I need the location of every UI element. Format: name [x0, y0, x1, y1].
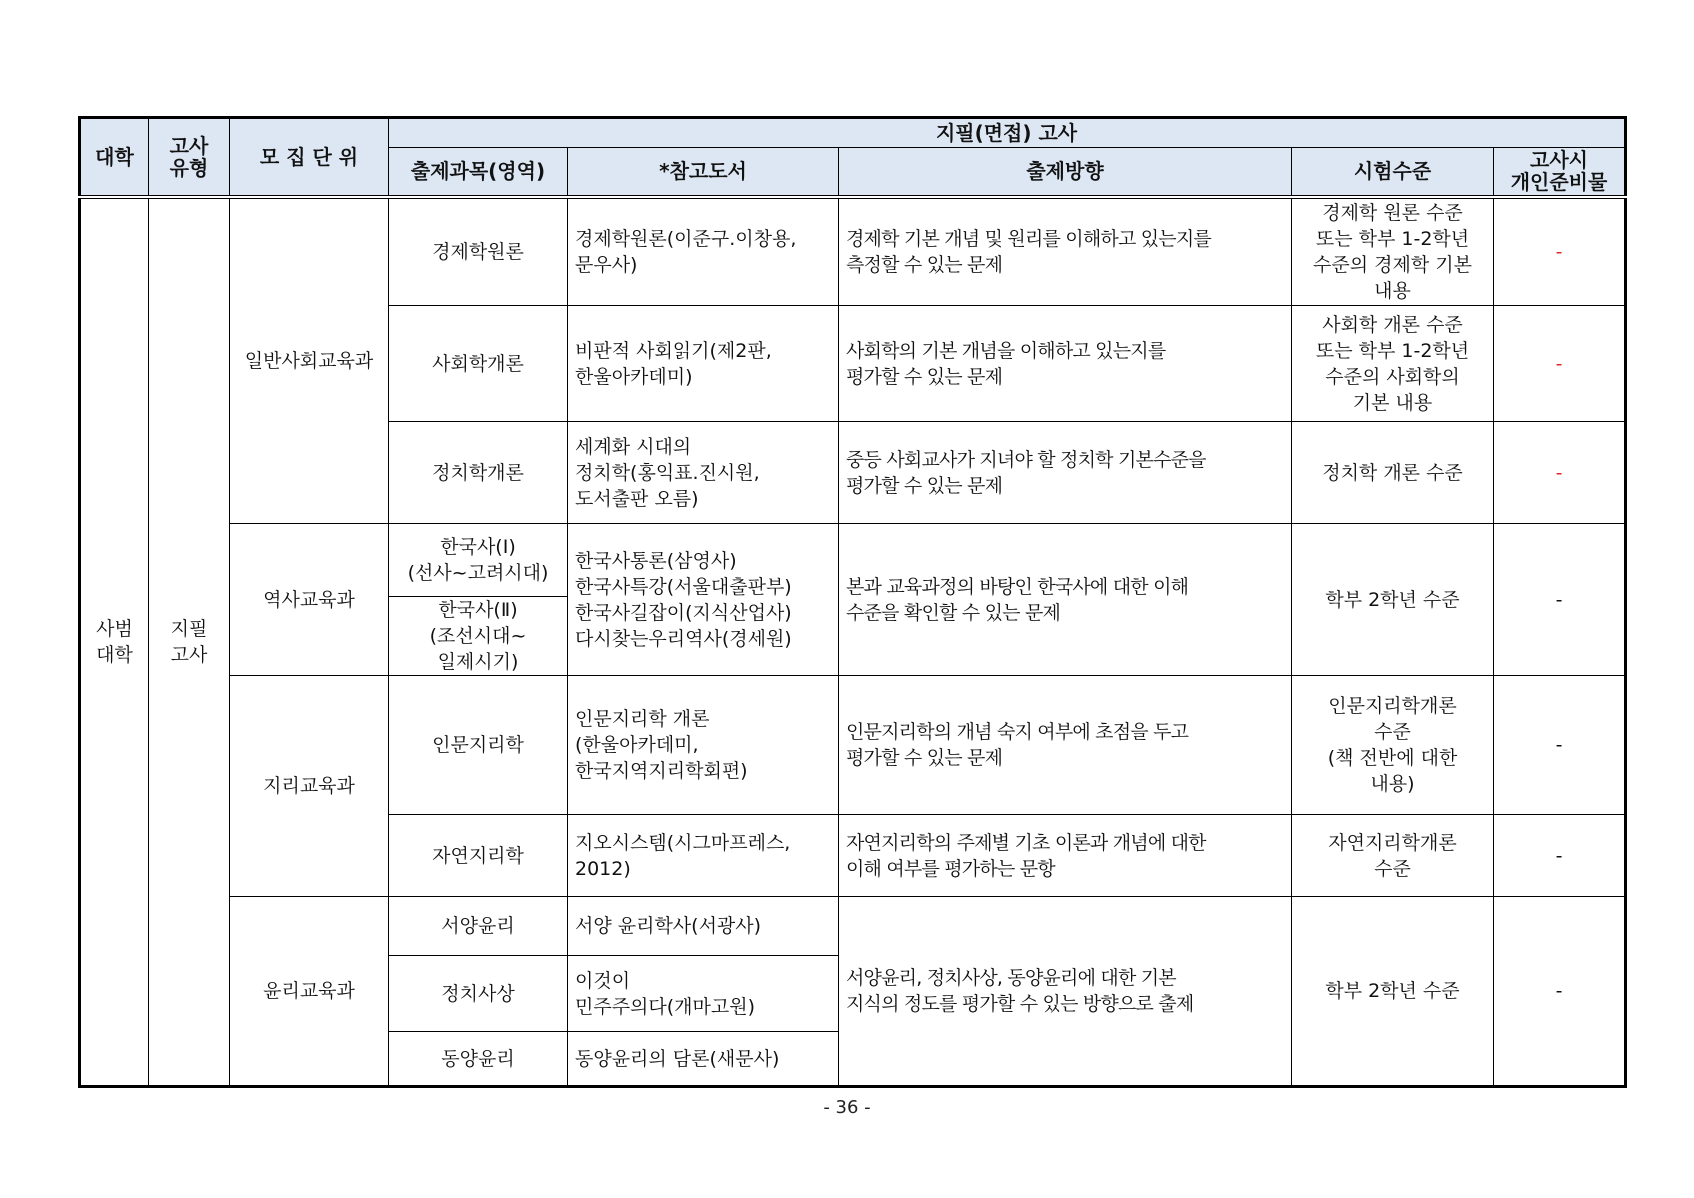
table-row [80, 524, 1626, 597]
direction-line: 중등 사회교사가 지녀야 할 정치학 기본수준을 [846, 448, 1206, 471]
direction-cell [839, 422, 1292, 524]
level-line: (책 전반에 대한 [1327, 747, 1458, 769]
reference-line: 이것이 [575, 969, 631, 992]
subject-line: 일제시기) [437, 651, 519, 673]
level-line: 내용 [1374, 279, 1411, 302]
header-direction-text: 출제방향 [1026, 159, 1104, 184]
exam-type-line: 고사 [170, 643, 208, 666]
reference-line: (한울아카데미, [575, 734, 699, 756]
unit-cell [230, 897, 389, 1087]
materials-cell [1494, 676, 1626, 815]
reference-line: 다시찾는우리역사(경세원) [575, 627, 792, 650]
header-materials-line: 고사시 [1530, 148, 1589, 173]
subject-name: 정치학개론 [432, 461, 524, 484]
reference-cell [568, 956, 839, 1032]
subject-cell [389, 956, 568, 1032]
level-line: 자연지리학개론 [1328, 831, 1457, 854]
subject-name: 자연지리학 [432, 844, 524, 867]
header-materials-line: 개인준비물 [1510, 170, 1608, 195]
direction-line: 본과 교육과정의 바탕인 한국사에 대한 이해 [846, 575, 1189, 598]
subject-cell [389, 422, 568, 524]
subject-cell [389, 676, 568, 815]
subject-name: 서양윤리 [441, 915, 515, 937]
level-line: 사회학 개론 수준 [1322, 313, 1463, 336]
page-number: - 36 - [823, 1097, 871, 1118]
level-line: 경제학 원론 수준 [1322, 201, 1463, 224]
direction-cell [839, 897, 1292, 1087]
table-body [80, 197, 1626, 1087]
direction-cell [839, 676, 1292, 815]
reference-cell [568, 197, 839, 306]
level-cell [1292, 897, 1494, 1087]
level-cell [1292, 197, 1494, 306]
unit-name: 지리교육과 [263, 775, 355, 797]
direction-line: 평가할 수 있는 문제 [846, 365, 1003, 388]
materials-value: - [1555, 352, 1563, 375]
exam-type-cell [149, 197, 230, 1087]
exam-table [78, 116, 1627, 1088]
header-materials [1494, 148, 1626, 197]
reference-cell [568, 422, 839, 524]
reference-line: 한울아카데미) [575, 365, 693, 388]
table-row [80, 197, 1626, 306]
direction-line: 자연지리학의 주제별 기초 이론과 개념에 대한 [846, 831, 1206, 854]
subject-cell [389, 597, 568, 676]
direction-line: 경제학 기본 개념 및 원리를 이해하고 있는지를 [846, 227, 1211, 250]
header-group-text: 지필(면접) 고사 [935, 121, 1078, 145]
level-line: 수준의 경제학 기본 [1313, 253, 1472, 276]
materials-cell [1494, 815, 1626, 897]
unit-name: 역사교육과 [263, 588, 355, 611]
direction-cell [839, 815, 1292, 897]
materials-value: - [1555, 461, 1563, 484]
table-header [80, 118, 1626, 197]
reference-line: 비판적 사회읽기(제2판, [575, 339, 772, 362]
table-row [80, 897, 1626, 956]
direction-line: 인문지리학의 개념 숙지 여부에 초점을 두고 [846, 721, 1189, 743]
level-cell [1292, 422, 1494, 524]
direction-line: 수준을 확인할 수 있는 문제 [846, 601, 1061, 624]
reference-line: 도서출판 오름) [575, 487, 699, 510]
header-level-text: 시험수준 [1353, 159, 1432, 184]
reference-cell [568, 815, 839, 897]
header-exam-type [149, 118, 230, 197]
level-line: 내용) [1370, 773, 1415, 795]
reference-line: 지오시스템(시그마프레스, [575, 831, 791, 854]
level-line: 수준 [1374, 721, 1411, 743]
reference-line: 한국사특강(서울대출판부) [575, 575, 792, 598]
level-cell [1292, 524, 1494, 676]
college-line: 대학 [96, 643, 133, 666]
level-line: 학부 2학년 수준 [1325, 588, 1460, 611]
level-line: 또는 학부 1-2학년 [1315, 339, 1470, 362]
subject-cell [389, 306, 568, 422]
subject-line: (선사~고려시대) [407, 562, 549, 584]
unit-name: 일반사회교육과 [244, 349, 374, 372]
materials-value: - [1555, 844, 1563, 867]
subject-cell [389, 815, 568, 897]
reference-line: 서양 윤리학사(서광사) [575, 915, 762, 937]
header-direction [839, 148, 1292, 197]
direction-line: 서양윤리, 정치사상, 동양윤리에 대한 기본 [846, 967, 1176, 989]
subject-cell [389, 1032, 568, 1087]
subject-name: 동양윤리 [441, 1047, 515, 1070]
subject-name: 정치사상 [441, 982, 515, 1005]
subject-name: 인문지리학 [432, 734, 524, 756]
unit-cell [230, 676, 389, 897]
level-cell [1292, 815, 1494, 897]
reference-cell [568, 1032, 839, 1087]
direction-cell [839, 197, 1292, 306]
reference-cell [568, 306, 839, 422]
reference-line: 인문지리학 개론 [575, 708, 710, 730]
header-subject [389, 148, 568, 197]
reference-line: 동양윤리의 담론(새문사) [575, 1047, 780, 1070]
reference-line: 2012) [575, 857, 631, 880]
header-references [568, 148, 839, 197]
reference-line: 문우사) [575, 253, 638, 276]
subject-cell [389, 197, 568, 306]
reference-line: 민주주의다(개마고원) [575, 995, 756, 1018]
materials-value: - [1555, 240, 1563, 263]
direction-line: 측정할 수 있는 문제 [846, 253, 1003, 276]
materials-value: - [1555, 588, 1563, 611]
materials-cell [1494, 897, 1626, 1087]
materials-value: - [1555, 734, 1563, 756]
reference-line: 경제학원론(이준구.이창용, [575, 227, 797, 250]
header-unit [230, 118, 389, 197]
unit-cell [230, 524, 389, 676]
header-college-text: 대학 [95, 144, 134, 169]
header-level [1292, 148, 1494, 197]
subject-line: 한국사(Ⅰ) [440, 536, 516, 558]
level-line: 수준 [1374, 857, 1411, 880]
unit-cell [230, 197, 389, 524]
header-exam-type-line: 고사 [169, 133, 209, 158]
materials-cell [1494, 197, 1626, 306]
level-cell [1292, 306, 1494, 422]
level-line: 학부 2학년 수준 [1325, 980, 1460, 1002]
unit-name: 윤리교육과 [263, 980, 355, 1002]
level-line: 수준의 사회학의 [1325, 365, 1460, 388]
direction-line: 지식의 정도를 평가할 수 있는 방향으로 출제 [846, 993, 1194, 1015]
direction-line: 평가할 수 있는 문제 [846, 474, 1003, 497]
materials-value: - [1555, 980, 1563, 1002]
subject-line: 한국사(Ⅱ) [438, 599, 518, 621]
reference-line: 한국사길잡이(지식산업사) [575, 601, 792, 624]
exam-type-line: 지필 [170, 617, 208, 640]
header-references-text: *참고도서 [659, 159, 747, 184]
header-group [389, 118, 1626, 148]
college-cell [80, 197, 149, 1087]
materials-cell [1494, 422, 1626, 524]
header-subject-text: 출제과목(영역) [410, 159, 546, 184]
reference-cell [568, 897, 839, 956]
header-exam-type-line: 유형 [169, 155, 209, 180]
table-row [80, 676, 1626, 815]
reference-line: 한국사통론(삼영사) [575, 549, 737, 572]
level-line: 또는 학부 1-2학년 [1315, 227, 1470, 250]
materials-cell [1494, 524, 1626, 676]
reference-line: 세계화 시대의 [575, 435, 692, 458]
level-line: 정치학 개론 수준 [1322, 461, 1463, 484]
direction-cell [839, 306, 1292, 422]
direction-cell [839, 524, 1292, 676]
subject-line: (조선시대~ [429, 625, 527, 647]
level-line: 기본 내용 [1352, 391, 1433, 414]
college-line: 사범 [96, 617, 133, 640]
subject-cell [389, 524, 568, 597]
header-unit-text: 모 집 단 위 [259, 144, 359, 169]
direction-line: 사회학의 기본 개념을 이해하고 있는지를 [846, 339, 1166, 362]
direction-line: 이해 여부를 평가하는 문항 [846, 857, 1055, 880]
level-cell [1292, 676, 1494, 815]
subject-name: 사회학개론 [432, 352, 524, 375]
reference-cell [568, 676, 839, 815]
direction-line: 평가할 수 있는 문제 [846, 747, 1003, 769]
materials-cell [1494, 306, 1626, 422]
reference-cell [568, 524, 839, 676]
header-college [80, 118, 149, 197]
subject-cell [389, 897, 568, 956]
reference-line: 한국지역지리학회편) [575, 760, 748, 782]
subject-name: 경제학원론 [432, 240, 524, 263]
reference-line: 정치학(홍익표.진시원, [575, 461, 760, 484]
level-line: 인문지리학개론 [1328, 695, 1457, 717]
